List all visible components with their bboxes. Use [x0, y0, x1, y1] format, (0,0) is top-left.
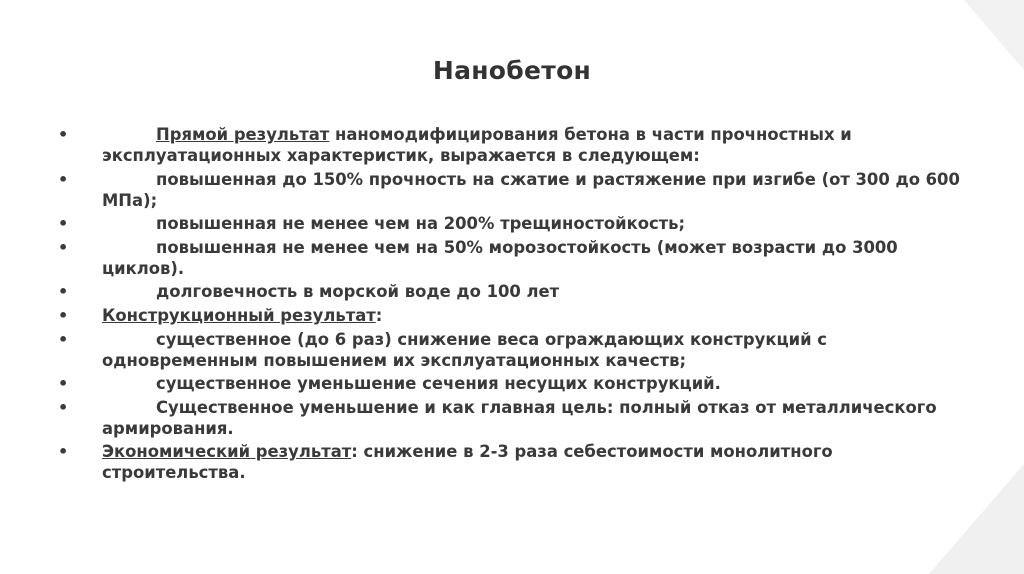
- item-text: повышенная не менее чем на 200% трещиностойкость;: [156, 214, 686, 234]
- bullet-icon: •: [58, 125, 69, 144]
- bullet-icon: •: [58, 169, 69, 189]
- bullet-icon: •: [58, 374, 69, 394]
- list-item: [58, 237, 978, 279]
- list-item: [58, 305, 978, 326]
- bullet-icon: •: [58, 282, 69, 302]
- item-text: повышенная не менее чем на 50% морозостойкость (может возрасти до 3000 циклов).: [102, 237, 898, 278]
- list-item: [58, 441, 978, 483]
- bullet-icon: •: [58, 329, 69, 349]
- item-text: Существенное уменьшение и как главная цель: полный отказ от металлического армирования.: [102, 397, 937, 438]
- item-text: долговечность в морской воде до 100 лет: [156, 282, 560, 302]
- bullet-icon: •: [58, 237, 69, 257]
- list-item: [58, 373, 978, 394]
- list-item: [58, 281, 978, 302]
- list-item: [58, 397, 978, 439]
- bullet-icon: •: [58, 305, 69, 325]
- list-item: [58, 213, 978, 234]
- item-emphasis: Конструкционный результат: [102, 305, 376, 325]
- item-text: повышенная до 150% прочность на сжатие и растяжение при изгибе (от 300 до 600 МПа);: [102, 169, 960, 210]
- slide-title: Нанобетон: [432, 56, 592, 85]
- item-text: наномодифицирования бетона в части прочностных и эксплуатационных характеристик, выражается в следующем:: [102, 125, 852, 165]
- item-text: существенное уменьшение сечения несущих конструкций.: [156, 374, 721, 394]
- list-item: [58, 124, 978, 166]
- item-text: :: [375, 305, 383, 325]
- item-text: : снижение в 2-3 раза себестоимости монолитного строительства.: [102, 442, 833, 483]
- bullet-icon: •: [58, 442, 69, 462]
- bullet-icon: •: [58, 397, 69, 417]
- list-item: [58, 329, 978, 371]
- item-text: существенное (до 6 раз) снижение веса ограждающих конструкций с одновременным повышением их эксплуатационных качеств;: [102, 329, 827, 370]
- bullet-icon: •: [58, 214, 69, 234]
- item-emphasis: Прямой результат: [156, 125, 330, 144]
- list-item: [58, 169, 978, 211]
- bullet-list: [58, 124, 978, 486]
- item-emphasis: Экономический результат: [102, 442, 352, 462]
